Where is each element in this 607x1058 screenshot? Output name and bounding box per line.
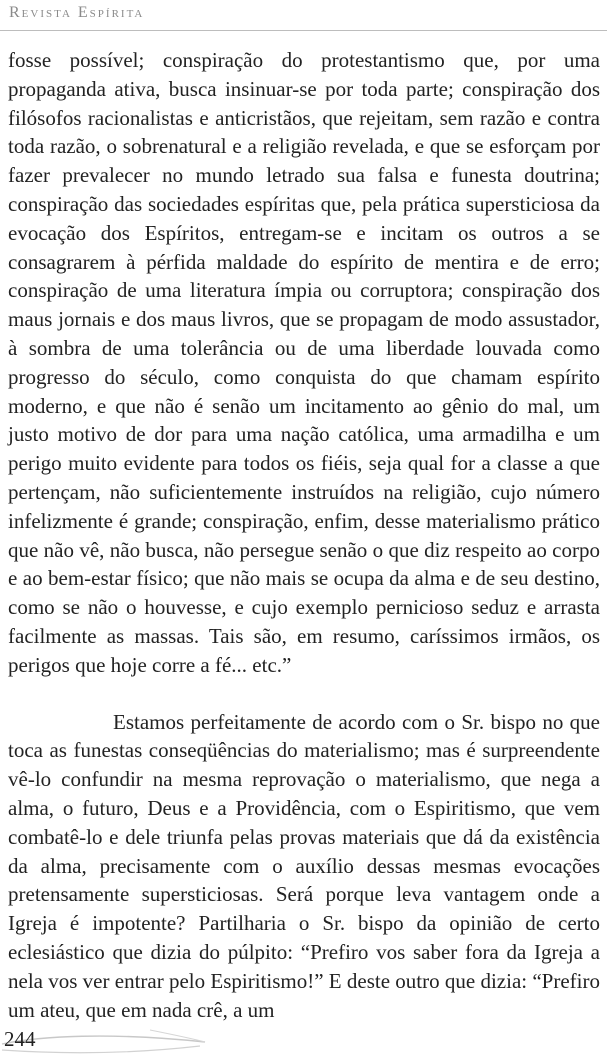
- page-text: [8, 46, 600, 1024]
- paragraph-2: Estamos perfeitamente de acordo com o Sr. bispo no que toca as funestas conseqüências do materialismo; mas é surpreendente vê-lo confundir na mesma reprovação o materialismo, que nega a alma, o futuro, Deus e a Providência, com o Espiritismo, que vem combatê-lo e dele triunfa pelas provas materiais que dá da existência da alma, precisamente com o auxílio dessas mesmas evocações pretensamente supersticiosas. Será porque leva vantagem onde a Igreja é impotente? Partilharia o Sr. bispo da opinião de certo eclesiástico que dizia do púlpito: “Prefiro vos saber fora da Igreja a nela vos ver entrar pelo Espiritismo!” E deste outro que dizia: “Prefiro um ateu, que em nada crê, a um: [8, 709, 600, 1022]
- paragraph-1: fosse possível; conspiração do protestantismo que, por uma propaganda ativa, busca insinuar-se por toda parte; conspiração dos filósofos racionalistas e anticristãos, que rejeitam, sem razão e contra toda razão, o sobrenatural e a religião revelada, e que se esforçam por fazer prevalecer no mundo letrado sua falsa e funesta doutrina; conspiração das sociedades espíritas que, pela prática supersticiosa da evocação dos Espíritos, entregam-se e incitam os outros a se consagrarem à pérfida maldade do espírito de mentira e de erro; conspiração de uma literatura ímpia ou corruptora; conspiração dos maus jornais e dos maus livros, que se propagam de modo assustador, à sombra de uma tolerância ou de uma liberdade louvada como progresso do século, como conquista do que chamam espírito moderno, e que não é senão um incitamento ao gênio do mal, um justo motivo de dor para uma nação católica, uma armadilha e um perigo muito evidente para todos os fiéis, seja qual for a classe a que pertençam, não suficientemente instruídos na religião, cujo número infelizmente é grande; conspiração, enfim, desse materialismo prático que não vê, não busca, não persegue senão o que diz respeito ao corpo e ao bem-estar físico; que não mais se ocupa da alma e de seu destino, como se não o houvesse, e cujo exemplo pernicioso seduz e arrasta facilmente as massas. Tais são, em resumo, caríssimos irmãos, os perigos que hoje corre a fé... etc.”: [8, 48, 600, 677]
- running-header: Revista Espírita: [9, 4, 145, 21]
- header-rule: [0, 30, 607, 31]
- page-number: 244: [4, 1027, 36, 1051]
